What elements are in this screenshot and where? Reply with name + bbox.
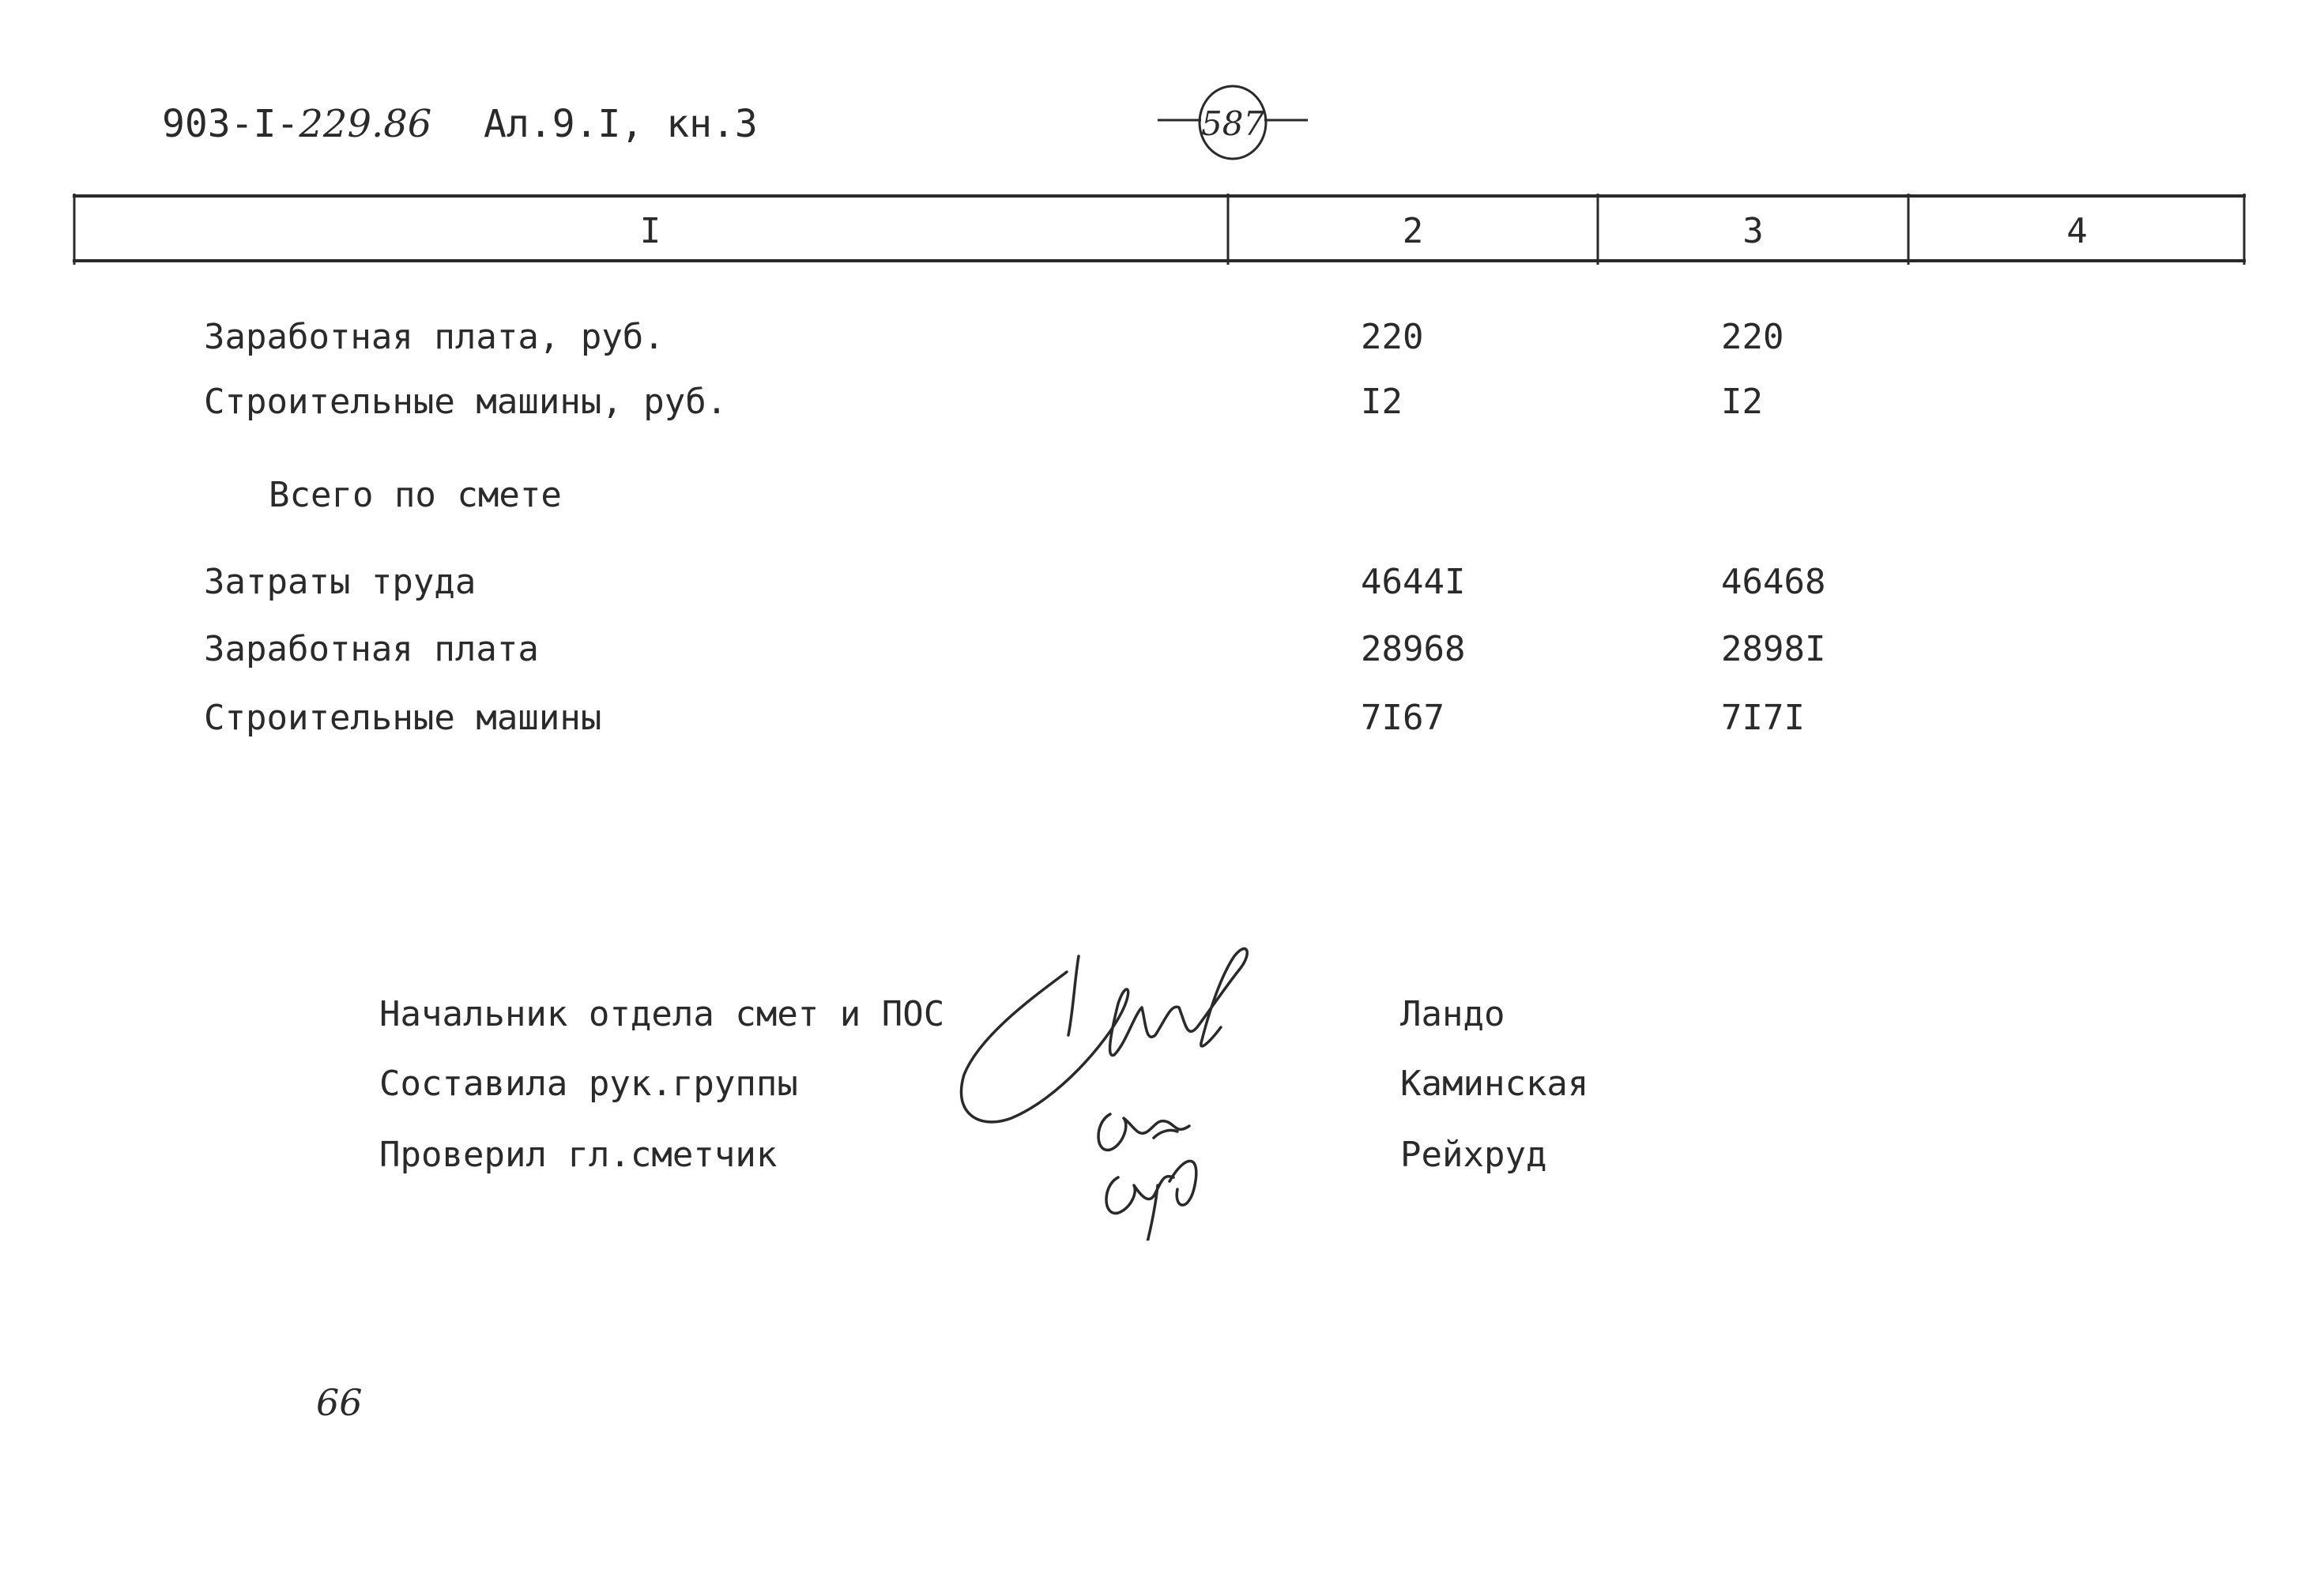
- document-code: [162, 102, 432, 146]
- column-header-2: 2: [1402, 211, 1424, 251]
- handwritten-signatures: [948, 925, 1312, 1241]
- signatory-position: Начальник отдела смет и ПОС: [379, 994, 945, 1034]
- column-header-3: 3: [1742, 211, 1764, 251]
- total-row-value-col2: 28968: [1361, 629, 1466, 669]
- page-number: 587: [1201, 104, 1265, 143]
- row-value-col3: I2: [1721, 382, 1763, 422]
- column-header-4: 4: [2066, 211, 2088, 251]
- signatory-position: Проверил гл.сметчик: [379, 1135, 778, 1175]
- row-label: Заработная плата, руб.: [204, 317, 665, 357]
- document-code-handwritten: 229.86: [299, 102, 432, 146]
- total-row-value-col2: 4644I: [1361, 562, 1466, 602]
- album-reference: Ал.9.I, кн.3: [484, 102, 758, 146]
- signatory-position: Составила рук.группы: [379, 1064, 798, 1104]
- total-row-label: Строительные машины: [204, 698, 602, 738]
- total-heading: Всего по смете: [269, 475, 562, 515]
- total-row-label: Заработная плата: [204, 629, 539, 669]
- signatory-name: Ландо: [1400, 994, 1505, 1034]
- column-header-1: I: [639, 211, 661, 251]
- signatory-name: Рейхруд: [1400, 1135, 1547, 1175]
- row-label: Строительные машины, руб.: [204, 382, 728, 422]
- document-code-prefix: 903-I-: [162, 102, 299, 146]
- signatory-name: Каминская: [1400, 1064, 1589, 1104]
- total-row-value-col3: 46468: [1721, 562, 1826, 602]
- row-value-col2: I2: [1361, 382, 1403, 422]
- page-number-stamp: [1158, 83, 1308, 162]
- row-value-col3: 220: [1721, 317, 1784, 357]
- total-row-value-col3: 7I7I: [1721, 698, 1805, 738]
- row-value-col2: 220: [1361, 317, 1424, 357]
- table-header: [73, 194, 2246, 265]
- total-row-value-col3: 2898I: [1721, 629, 1826, 669]
- sheet-number: 66: [316, 1381, 363, 1424]
- total-row-value-col2: 7I67: [1361, 698, 1444, 738]
- total-row-label: Затраты труда: [204, 562, 476, 602]
